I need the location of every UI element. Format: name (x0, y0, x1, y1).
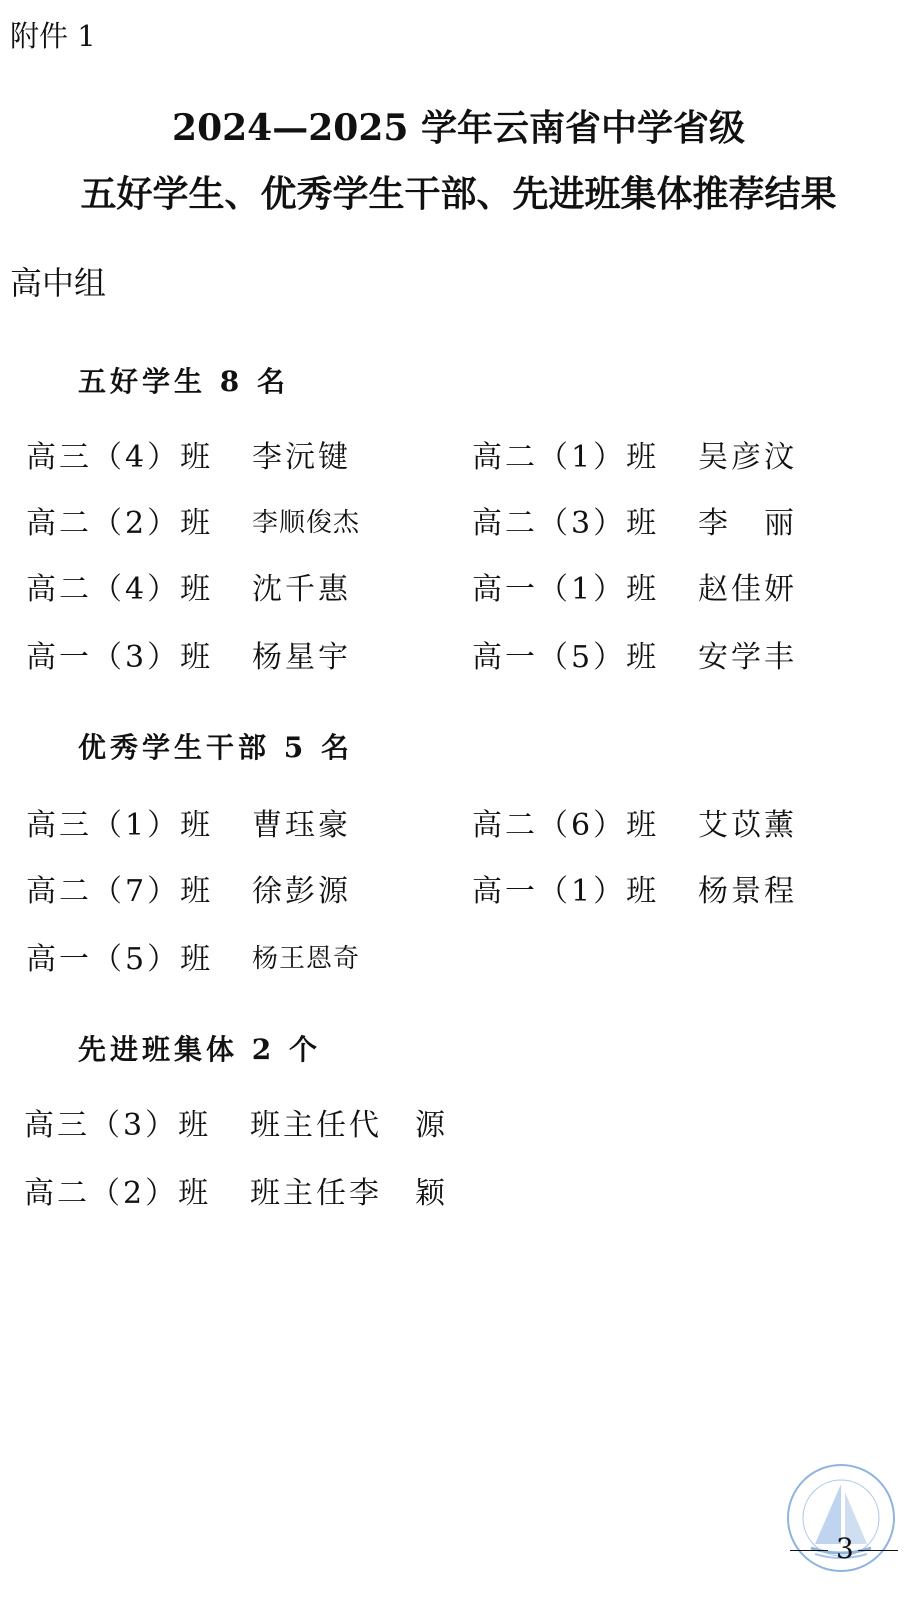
student-name: 杨王恩奇 (252, 944, 361, 974)
class-label: 高一（3）班 (26, 640, 214, 675)
class-label: 高二（6）班 (472, 808, 660, 843)
attachment-label: 附件 1 (10, 19, 96, 53)
document-title-line1: 2024—2025 学年云南省中学省级 (172, 107, 745, 149)
document-title-line2: 五好学生、优秀学生干部、先进班集体推荐结果 (80, 173, 837, 215)
head-teacher-name: 班主任李 颖 (250, 1176, 448, 1211)
list-item (26, 498, 213, 542)
class-label: 高二（7）班 (26, 874, 214, 909)
list-item (472, 432, 659, 476)
student-name: 沈千惠 (252, 572, 351, 607)
class-label: 高二（2）班 (24, 1176, 212, 1211)
class-label: 高三（4）班 (26, 440, 214, 475)
class-label: 高二（4）班 (26, 572, 214, 607)
class-label: 高一（1）班 (472, 874, 660, 909)
student-name: 李顺俊杰 (252, 508, 361, 538)
class-label: 高一（5）班 (472, 640, 660, 675)
list-item (26, 866, 213, 910)
class-label: 高一（1）班 (472, 572, 660, 607)
class-label: 高二（2）班 (26, 506, 214, 541)
list-item (472, 800, 659, 844)
class-label: 高三（1）班 (26, 808, 214, 843)
class-label: 高二（1）班 (472, 440, 660, 475)
list-item (472, 866, 659, 910)
list-item (472, 498, 659, 542)
student-name: 赵佳妍 (698, 572, 797, 607)
list-item (26, 800, 213, 844)
student-name: 李 丽 (698, 506, 797, 541)
list-item (26, 432, 213, 476)
student-name: 曹珏豪 (252, 808, 351, 843)
class-label: 高三（3）班 (24, 1108, 212, 1143)
student-name: 艾苡薰 (698, 808, 797, 843)
student-name: 杨星宇 (252, 640, 351, 675)
list-item (472, 632, 659, 676)
student-name: 杨景程 (698, 874, 797, 909)
list-item (26, 934, 213, 978)
page-number (790, 1530, 900, 1570)
list-item (26, 632, 213, 676)
student-name: 安学丰 (698, 640, 797, 675)
list-item (472, 564, 659, 608)
group-label: 高中组 (10, 264, 107, 302)
student-name: 吴彦汶 (698, 440, 797, 475)
head-teacher-name: 班主任代 源 (250, 1108, 448, 1143)
class-label: 高一（5）班 (26, 942, 214, 977)
student-name: 徐彭源 (252, 874, 351, 909)
section-heading-advanced-classes: 先进班集体 2 个 (78, 1033, 321, 1066)
list-item (26, 564, 213, 608)
section-heading-excellent-cadres: 优秀学生干部 5 名 (78, 731, 353, 764)
class-label: 高二（3）班 (472, 506, 660, 541)
student-name: 李沅键 (252, 440, 351, 475)
list-item (24, 1100, 211, 1144)
list-item (24, 1168, 211, 1212)
section-heading-five-good-students: 五好学生 8 名 (78, 365, 289, 398)
page-number-value: 3 (836, 1532, 854, 1565)
